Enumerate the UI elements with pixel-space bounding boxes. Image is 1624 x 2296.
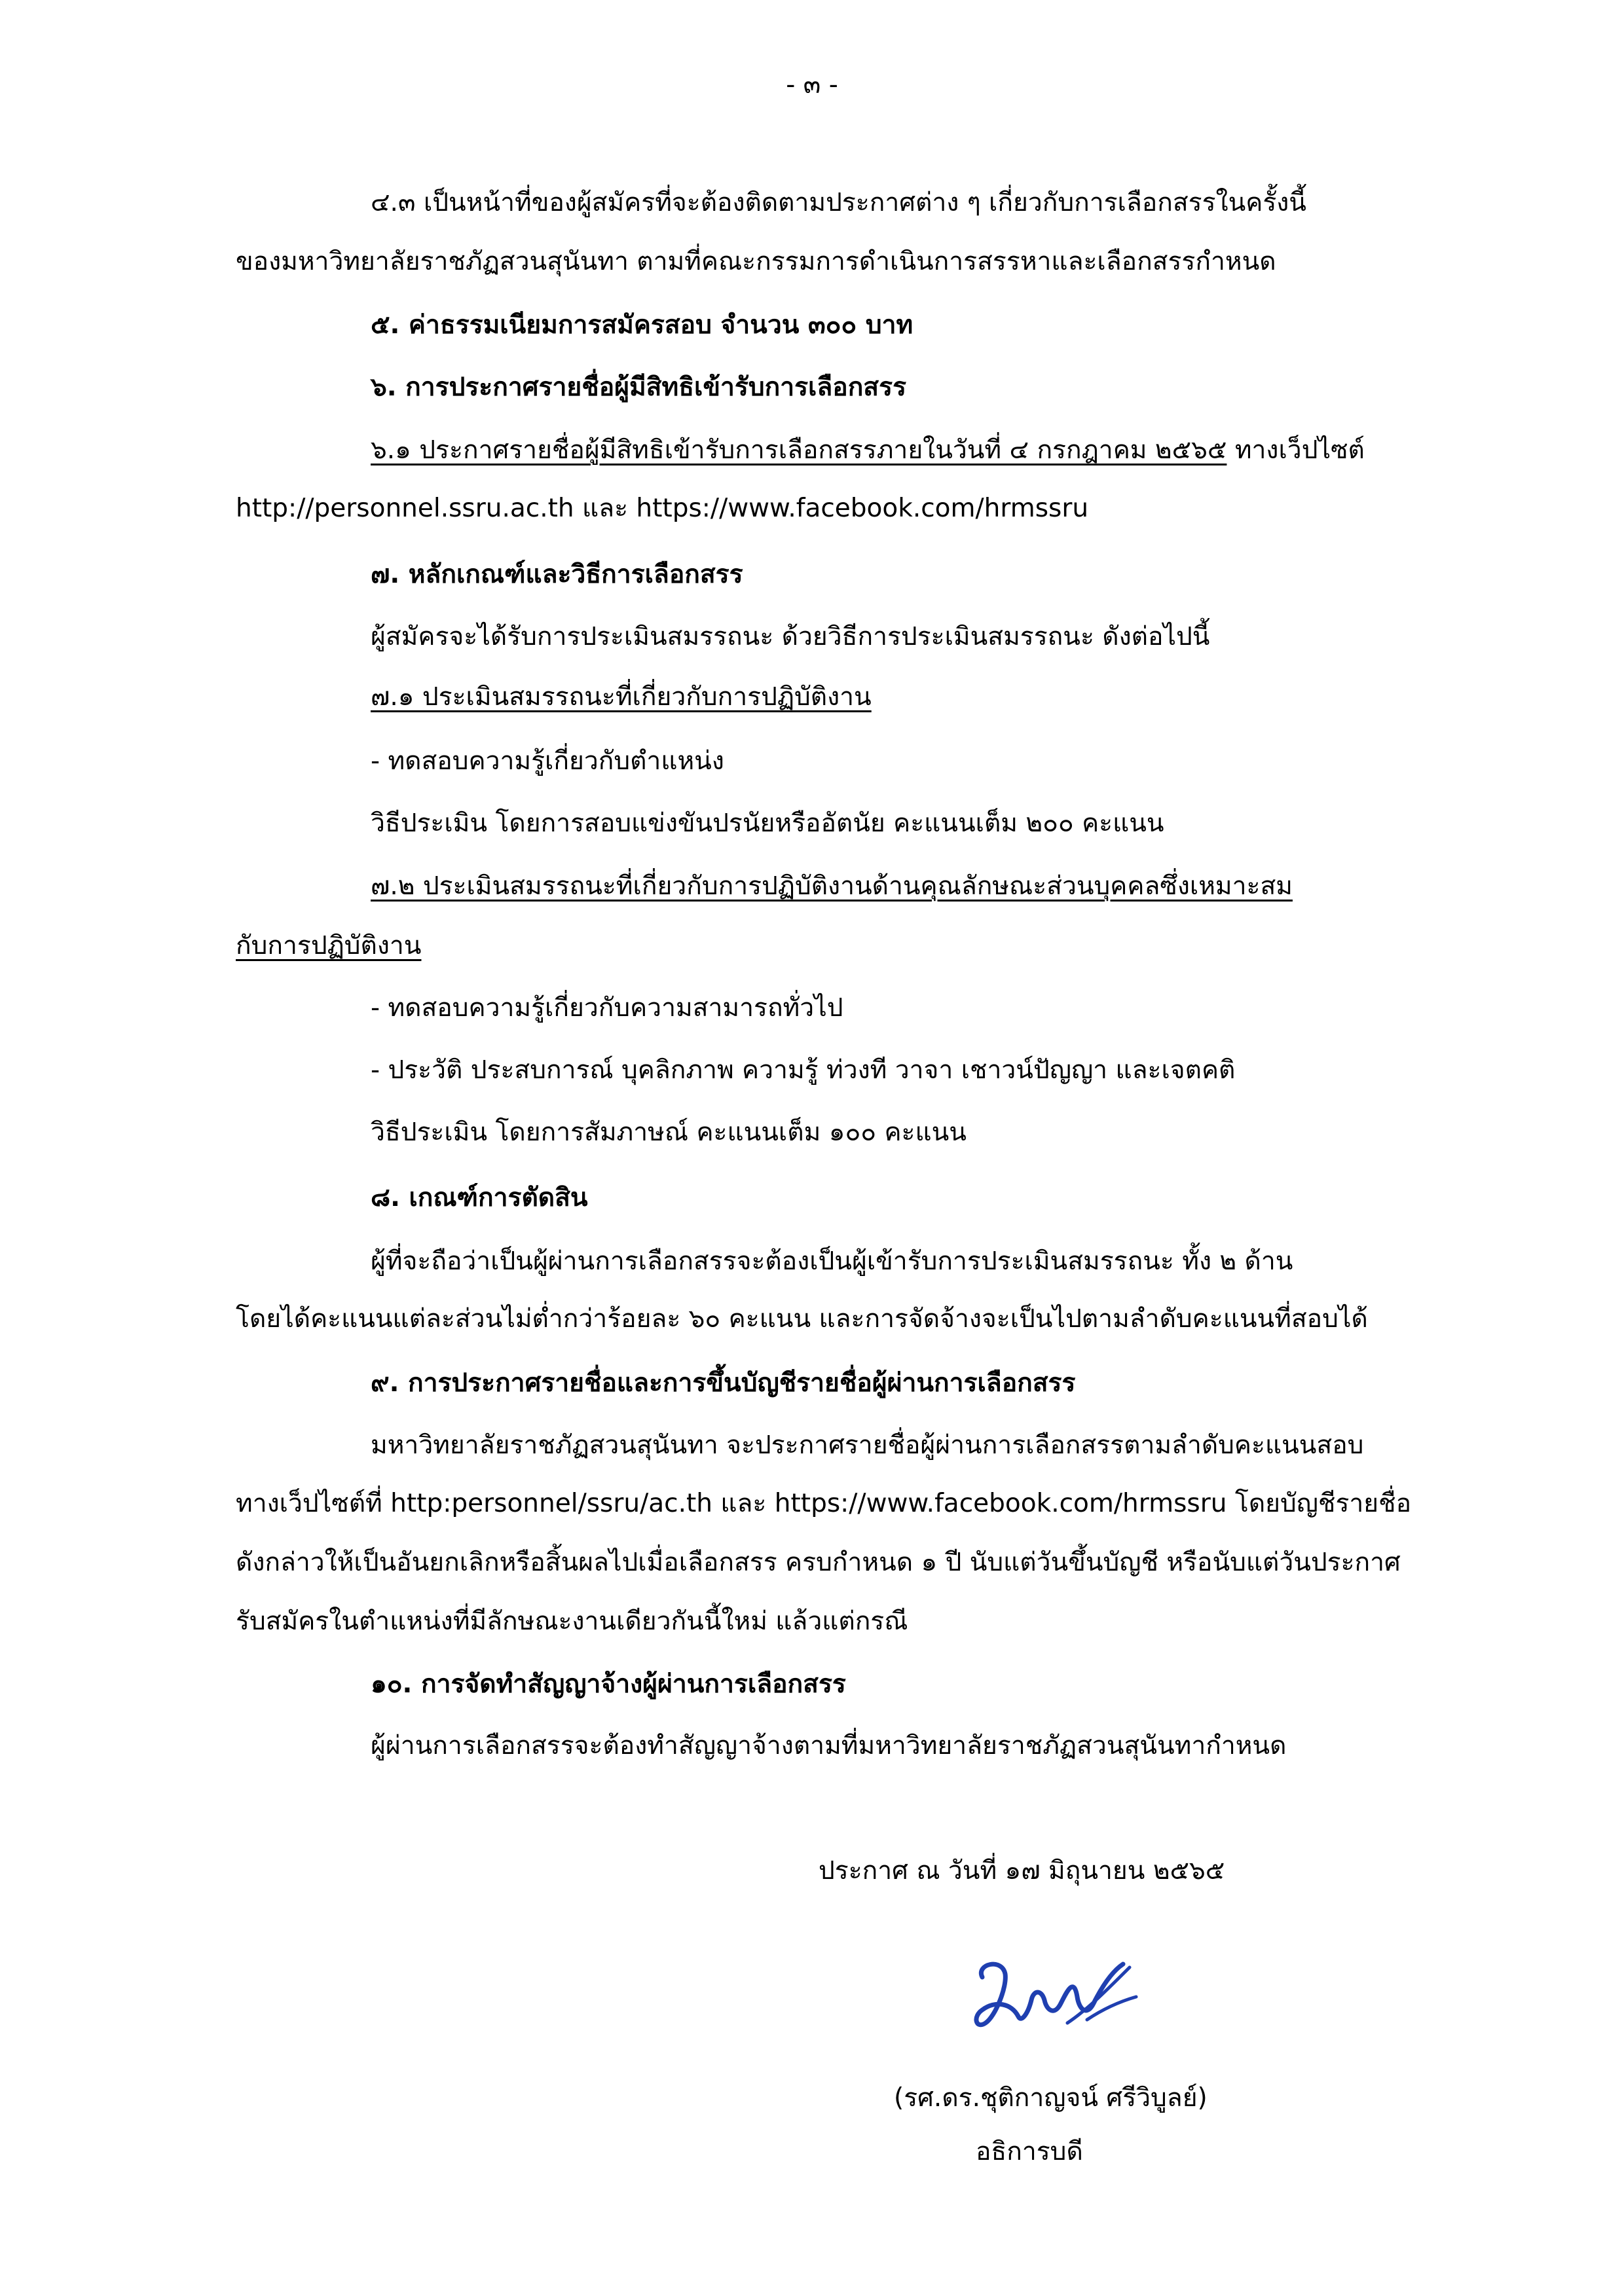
s8-paragraph-line2: โดยได้คะแนนแต่ละส่วนไม่ต่ำกว่าร้อยละ ๖๐ คะแนน และการจัดจ้างจะเป็นไปตามลำดับคะแนนที่สอบได้ [236,1304,1368,1334]
announcement-date: ประกาศ ณ วันที่ ๑๗ มิถุนายน ๒๕๖๕ [819,1856,1225,1886]
s6-item1-rest: ทางเว็ปไซต์ [1234,435,1365,465]
page-number: - ๓ - [786,70,838,100]
s8-paragraph-line1: ผู้ที่จะถือว่าเป็นผู้ผ่านการเลือกสรรจะต้องเป็นผู้เข้ารับการประเมินสมรรถนะ ทั้ง ๒ ด้าน [371,1247,1293,1276]
s7-heading: ๗. หลักเกณฑ์และวิธีการเลือกสรร [371,560,743,589]
signer-name: (รศ.ดร.ชุติกาญจน์ ศรีวิบูลย์) [894,2083,1208,2113]
s9-paragraph-line1: มหาวิทยาลัยราชภัฏสวนสุนันทา จะประกาศรายชื่อผู้ผ่านการเลือกสรรตามลำดับคะแนนสอบ [371,1430,1364,1460]
signer-title: อธิการบดี [976,2137,1083,2166]
s6-item1-line2: http://personnel.ssru.ac.th และ https://www.facebook.com/hrmssru [236,494,1089,523]
s7-item2-bullet1: - ทดสอบความรู้เกี่ยวกับความสามารถทั่วไป [371,993,843,1023]
s7-item2-bullet2: - ประวัติ ประสบการณ์ บุคลิกภาพ ความรู้ ท่วงที วาจา เชาวน์ปัญญา และเจตคติ [371,1055,1236,1085]
s6-item1-line1 [371,434,1365,467]
s5-heading: ๕. ค่าธรรมเนียมการสมัครสอบ จำนวน ๓๐๐ บาท [371,310,913,340]
s7-item1-method: วิธีประเมิน โดยการสอบแข่งขันปรนัยหรืออัตนัย คะแนนเต็ม ๒๐๐ คะแนน [371,809,1164,838]
s7-item2-title-line1: ๗.๒ ประเมินสมรรถนะที่เกี่ยวกับการปฏิบัติงานด้านคุณลักษณะส่วนบุคคลซึ่งเหมาะสม [371,871,1293,901]
s6-item1-underlined: ๖.๑ ประกาศรายชื่อผู้มีสิทธิเข้ารับการเลือกสรรภายในวันที่ ๔ กรกฎาคม ๒๕๖๕ [371,435,1227,465]
signature-image [956,1938,1153,2049]
s7-item2-title-line2: กับการปฏิบัติงาน [236,931,422,960]
s10-heading: ๑๐. การจัดทำสัญญาจ้างผู้ผ่านการเลือกสรร [371,1669,846,1699]
s4-paragraph-line2: ของมหาวิทยาลัยราชภัฏสวนสุนันทา ตามที่คณะกรรมการดำเนินการสรรหาและเลือกสรรกำหนด [236,247,1276,276]
s9-heading: ๙. การประกาศรายชื่อและการขึ้นบัญชีรายชื่อผู้ผ่านการเลือกสรร [371,1368,1076,1398]
s4-paragraph-line1: ๔.๓ เป็นหน้าที่ของผู้สมัครที่จะต้องติดตามประกาศต่าง ๆ เกี่ยวกับการเลือกสรรในครั้งนี้ [371,188,1306,217]
s9-paragraph-line3: ดังกล่าวให้เป็นอันยกเลิกหรือสิ้นผลไปเมื่อเลือกสรร ครบกำหนด ๑ ปี นับแต่วันขึ้นบัญชี หรือนับแต่วันประกาศ [236,1548,1401,1577]
s9-paragraph-line4: รับสมัครในตำแหน่งที่มีลักษณะงานเดียวกันนี้ใหม่ แล้วแต่กรณี [236,1607,908,1636]
s9-paragraph-line2: ทางเว็ปไซต์ที่ http:personnel/ssru/ac.th และ https://www.facebook.com/hrmssru โดยบัญชีรายชื่อ [236,1489,1412,1518]
s6-heading: ๖. การประกาศรายชื่อผู้มีสิทธิเข้ารับการเลือกสรร [371,373,907,402]
s7-item2-method: วิธีประเมิน โดยการสัมภาษณ์ คะแนนเต็ม ๑๐๐ คะแนน [371,1118,967,1147]
signature-strokes [976,1964,1136,2025]
s10-paragraph-line1: ผู้ผ่านการเลือกสรรจะต้องทำสัญญาจ้างตามที่มหาวิทยาลัยราชภัฏสวนสุนันทากำหนด [371,1731,1287,1760]
s7-intro: ผู้สมัครจะได้รับการประเมินสมรรถนะ ด้วยวิธีการประเมินสมรรถนะ ดังต่อไปนี้ [371,622,1210,651]
s8-heading: ๘. เกณฑ์การตัดสิน [371,1183,588,1212]
s7-item1-bullet: - ทดสอบความรู้เกี่ยวกับตำแหน่ง [371,746,724,776]
s7-item1-title: ๗.๑ ประเมินสมรรถนะที่เกี่ยวกับการปฏิบัติงาน [371,682,872,712]
